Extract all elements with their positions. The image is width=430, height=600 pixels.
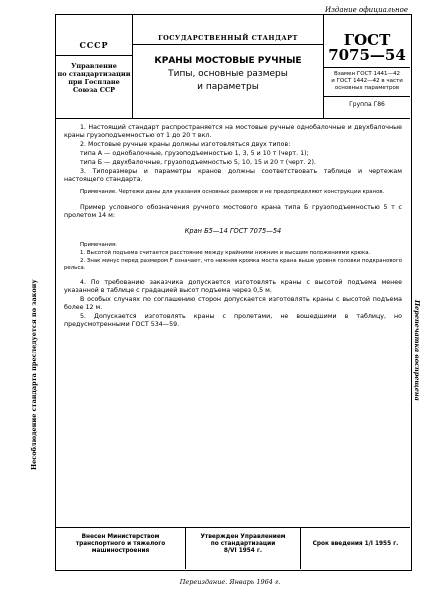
document-body <box>64 124 402 330</box>
title-line: Типы, основные размеры <box>168 69 288 79</box>
footer-divider-v2 <box>300 527 301 569</box>
introduced-line: Внесен Министерством <box>81 534 160 540</box>
authority-line: по стандартизации <box>57 70 131 78</box>
introduced-line: транспортного и тяжелого <box>75 541 166 547</box>
designation-example: Кран Б5—14 ГОСТ 7075—54 <box>184 227 282 235</box>
gost-number <box>324 33 410 63</box>
notes-title: Примечания: <box>80 242 117 248</box>
clause-2-type-a: типа А — однобалочные, грузоподъемностью 1, 3, 5 и 10 т (черт. 1); <box>80 150 309 157</box>
reprint-note: Переиздание. Январь 1964 г. <box>179 578 281 586</box>
clause-4-special: В особых случаях по соглашению сторон допускается изготовлять краны с высотой подъема более 12 м. <box>64 296 402 311</box>
introduced-line: машиностроения <box>91 548 150 554</box>
clause-3: 3. Типоразмеры и параметры кранов должны соответствовать таблице и чертежам настоящего стандарта. <box>64 168 402 183</box>
approved-line: Утвержден Управлением <box>200 534 286 540</box>
note-lift-height: 1. Высотой подъема считается расстояние между крайними нижним и высшим положениями крюка. <box>80 250 371 256</box>
standard-type-label: ГОСУДАРСТВЕННЫЙ СТАНДАРТ <box>158 34 298 42</box>
authority-line: Управление <box>71 62 117 70</box>
side-note-law: Несоблюдение стандарта преследуется по закону <box>30 279 38 470</box>
header-divider-h-right2 <box>324 96 410 97</box>
clause-5: 5. Допускается изготовлять краны с пролетами, не вошедшими в таблицу, но предусмотренными ГОСТ 534—59. <box>64 313 402 328</box>
replaces-note <box>324 71 410 92</box>
note-minus-sign: 2. Знак минус перед размером F означает, что нижняя кромка моста крана выше уровня головки подкранового рельса. <box>64 258 402 271</box>
title-line: и параметры <box>197 82 259 92</box>
footer-top-rule <box>56 527 410 528</box>
document-title <box>133 55 323 94</box>
clause-4: 4. По требованию заказчика допускается изготовлять краны с высотой подъема менее указанной в таблице с градацией высот подъема через 0,5 м. <box>64 279 402 294</box>
authority-line: Союза ССР <box>72 86 116 94</box>
introduced-by <box>56 534 185 555</box>
effective-date: Срок введения 1/I 1955 г. <box>312 541 399 547</box>
replaces-line: и ГОСТ 1442—42 в части <box>331 78 403 84</box>
header-divider-h-mid <box>133 44 323 45</box>
clause-1: 1. Настоящий стандарт распространяется на мостовые ручные однобалочные и двухбалочные краны грузоподъемностью от 1 до 20 т вкл. <box>64 124 402 139</box>
gost-line: ГОСТ <box>343 31 391 49</box>
side-note-reprint: Перепечатка воспрещена <box>413 300 421 401</box>
clause-2-type-b: типа Б — двухбалочные, грузоподъемностью 5, 10, 15 и 20 т (черт. 2). <box>80 159 316 166</box>
gost-line: 7075—54 <box>328 46 406 64</box>
approved-by <box>186 534 300 555</box>
group-label: Группа Г86 <box>349 101 385 108</box>
authority-line: при Госплане <box>68 78 120 86</box>
header-bottom-rule <box>56 118 410 119</box>
clause-2: 2. Мостовые ручные краны должны изготовляться двух типов: <box>80 141 291 148</box>
country-label: СССР <box>79 40 109 50</box>
edition-label: Издание официальное <box>324 6 408 14</box>
replaces-line: основных параметров <box>334 85 400 91</box>
title-line: КРАНЫ МОСТОВЫЕ РУЧНЫЕ <box>154 56 302 66</box>
header-divider-h-right1 <box>324 67 410 68</box>
header-divider-h-left <box>56 55 132 56</box>
approved-line: 8/VI 1954 г. <box>223 548 263 554</box>
note-drawings: Примечание. Чертежи даны для указания основных размеров и не предопределяют конструкции кранов. <box>80 189 385 195</box>
approved-line: по стандартизации <box>210 541 276 547</box>
authority-label <box>56 62 132 94</box>
replaces-line: Взамен ГОСТ 1441—42 <box>333 71 401 77</box>
example-text: Пример условного обозначения ручного мостового крана типа Б грузоподъемностью 5 т с пролетом 14 м: <box>64 204 402 219</box>
